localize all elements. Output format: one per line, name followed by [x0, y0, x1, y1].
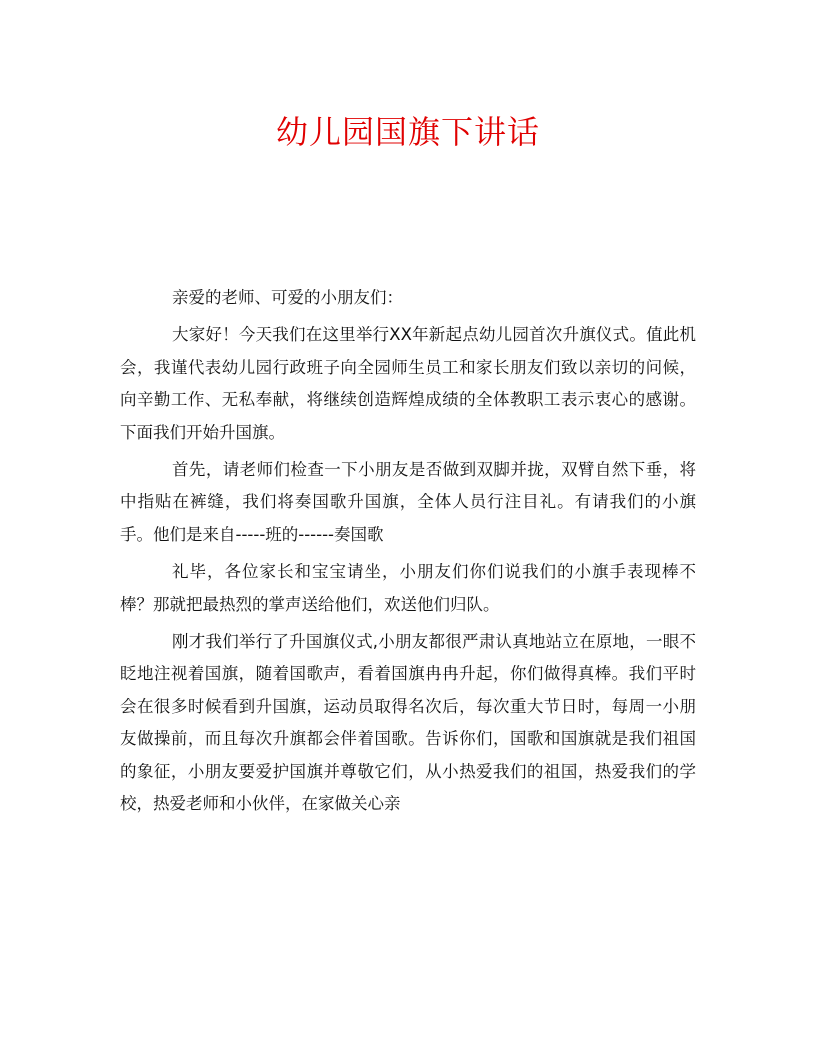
paragraph-flag-raising: 首先，请老师们检查一下小朋友是否做到双脚并拢，双臂自然下垂，将中指贴在裤缝，我们将奏国歌升国旗，全体人员行注目礼。有请我们的小旗手。他们是来自-----班的------奏国歌	[120, 460, 696, 544]
paragraph-greeting: 亲爱的老师、可爱的小朋友们：	[172, 288, 403, 307]
document-title: 幼儿园国旗下讲话	[275, 113, 540, 151]
document-body	[120, 282, 696, 826]
paragraph-welcome: 大家好！今天我们在这里举行XX年新起点幼儿园首次升旗仪式。值此机会，我谨代表幼儿园行政班子向全园师生员工和家长朋友们致以亲切的问候，向辛勤工作、无私奉献，将继续创造辉煌成绩的全体教职工表示衷心的感谢。下面我们开始升国旗。	[120, 325, 696, 442]
paragraph-ceremony-end: 礼毕，各位家长和宝宝请坐，小朋友们你们说我们的小旗手表现棒不棒？那就把最热烈的掌声送给他们，欢送他们归队。	[120, 562, 696, 614]
paragraph-patriotism: 刚才我们举行了升国旗仪式,小朋友都很严肃认真地站立在原地，一眼不眨地注视着国旗，随着国歌声，看着国旗冉冉升起，你们做得真棒。我们平时会在很多时候看到升国旗，运动员取得名次后，每次重大节日时，每周一小朋友做操前，而且每次升旗都会伴着国歌。告诉你们，国歌和国旗就是我们祖国的象征，小朋友要爱护国旗并尊敬它们，从小热爱我们的祖国，热爱我们的学校，热爱老师和小伙伴，在家做关心亲	[120, 632, 696, 814]
